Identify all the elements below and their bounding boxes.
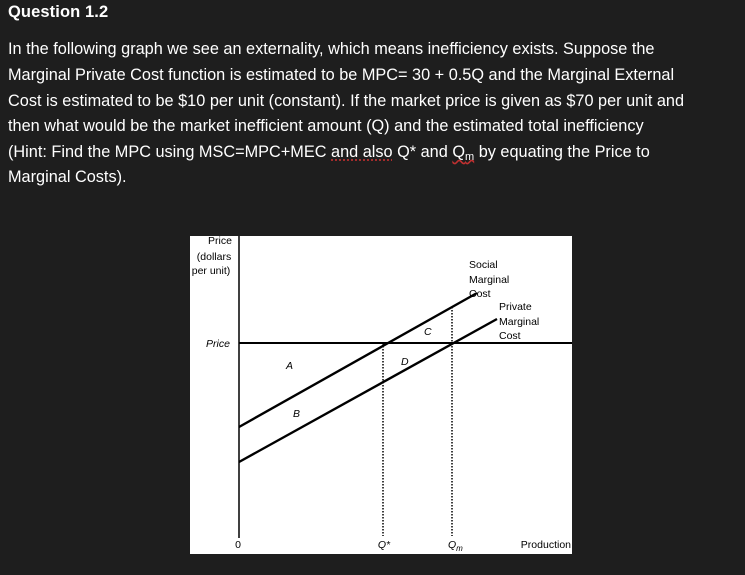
- question-title: Question 1.2: [8, 3, 109, 21]
- question-text-line-1: In the following graph we see an externality, which means inefficiency exists. Suppose the: [8, 40, 655, 58]
- private-cost-label-1: Private: [499, 301, 532, 313]
- x-axis-label: Production: [520, 539, 571, 551]
- qm-label: $Q_m$: [448, 539, 463, 553]
- social-cost-label-2: Marginal: [469, 274, 510, 286]
- externality-graph: [190, 236, 572, 554]
- question-text-line-4: then what would be the market inefficient amount (Q) and the estimated total inefficiency: [8, 117, 644, 135]
- hint-text-f: by equating the Price to: [474, 143, 650, 161]
- private-cost-label-2: Marginal: [499, 316, 540, 328]
- y-axis-label-3: per unit): [191, 265, 231, 277]
- social-cost-label-3: Cost: [469, 288, 491, 300]
- question-text-line-2: Marginal Private Cost function is estimated to be MPC= 30 + 0.5Q and the Marginal External: [8, 66, 675, 84]
- hint-text-a: (Hint: Find the MPC using MSC=MPC+MEC: [8, 143, 332, 161]
- hint-text-and-also: and also: [331, 143, 393, 161]
- social-cost-label-1: Social: [469, 259, 498, 271]
- y-axis-label-2: (dollars: [196, 251, 232, 263]
- graph-svg: [190, 236, 572, 554]
- region-d-label: D: [401, 356, 409, 368]
- question-text-line-3: Cost is estimated to be $10 per unit (constant). If the market price is given as $70 per unit and: [8, 92, 685, 110]
- hint-text-c: Q* and: [392, 143, 453, 161]
- question-text-line-6: Marginal Costs).: [8, 168, 127, 186]
- y-axis-label-1: Price: [208, 236, 232, 247]
- private-marginal-cost-curve: [239, 319, 497, 462]
- price-axis-label: Price: [206, 338, 230, 350]
- origin-label: 0: [235, 539, 241, 551]
- question-text-line-5: [8, 143, 650, 163]
- hint-qm: $Q_m$: [452, 143, 475, 163]
- private-cost-label-3: Cost: [499, 330, 521, 342]
- social-marginal-cost-curve: [239, 293, 477, 427]
- region-a-label: A: [286, 360, 294, 372]
- q-star-label: Q*: [377, 539, 391, 551]
- region-b-label: B: [293, 408, 301, 420]
- region-c-label: C: [424, 326, 432, 338]
